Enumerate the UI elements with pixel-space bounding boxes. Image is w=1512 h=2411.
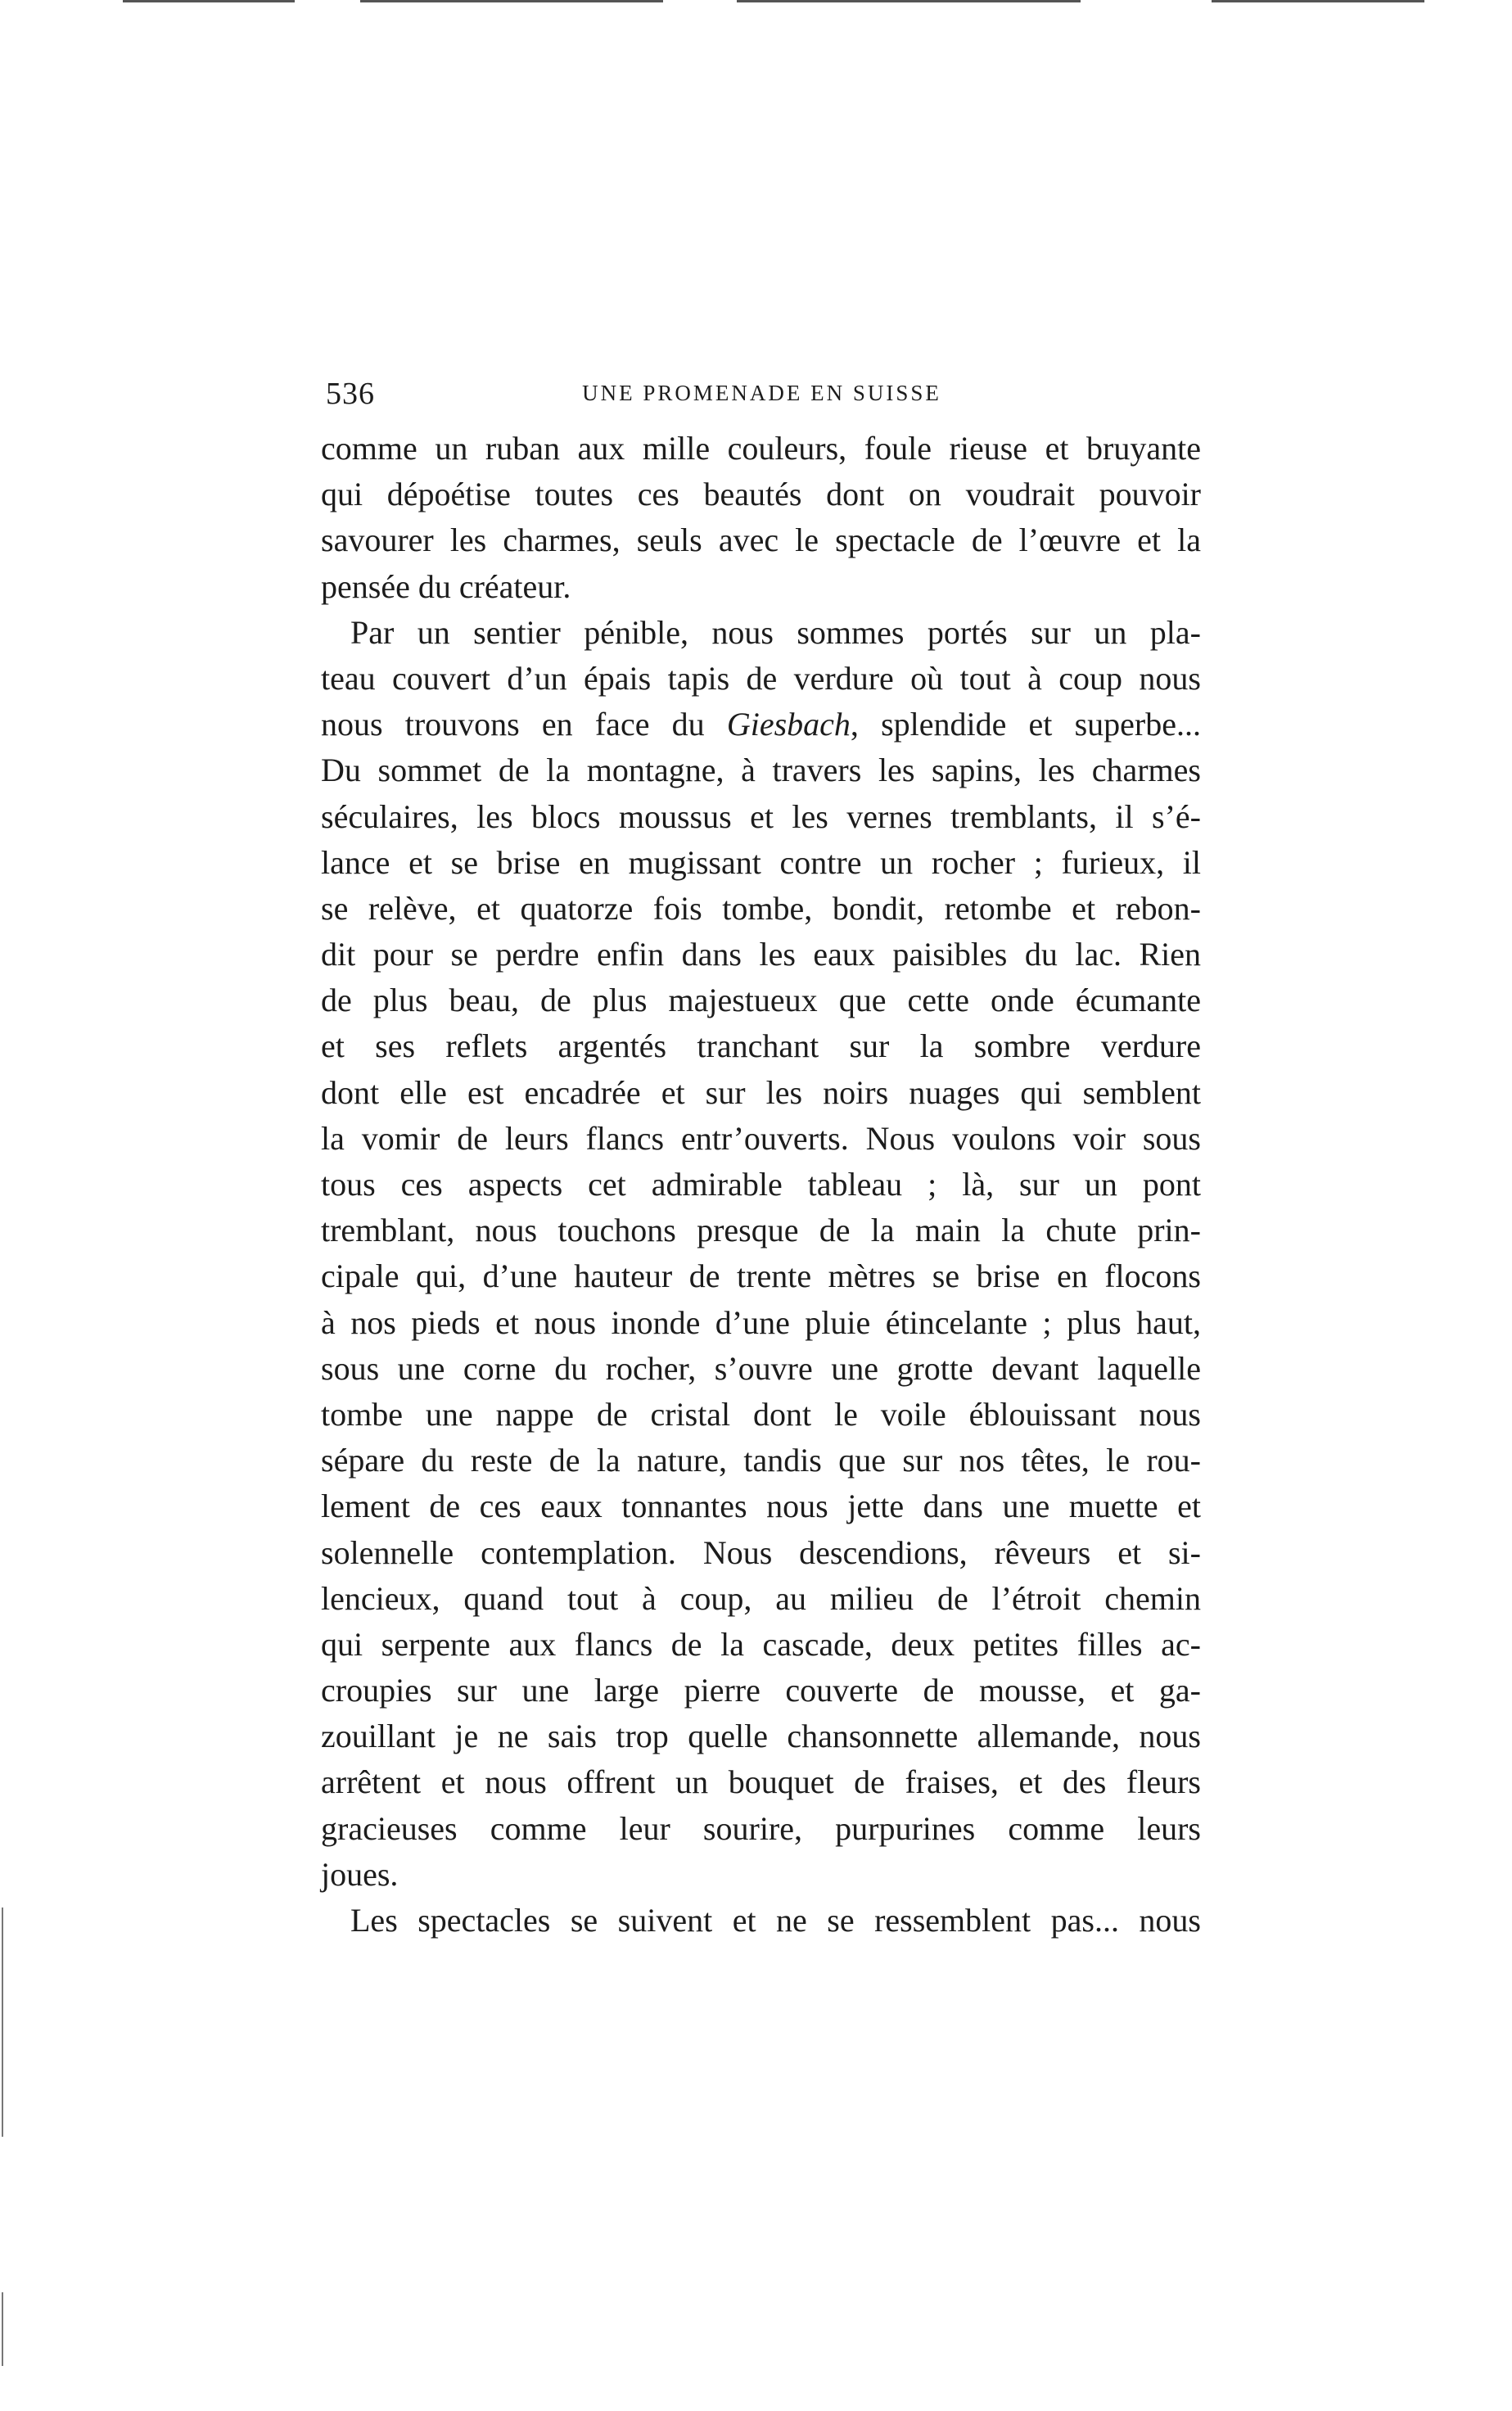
text-line: lencieux, quand tout à coup, au milieu de l’étroit chemin	[321, 1579, 1201, 1617]
text-line: Les spectacles se suivent et ne se ressemblent pas... nous	[350, 1902, 1201, 1939]
text-line: de plus beau, de plus majestueux que cette onde écumante	[321, 982, 1201, 1019]
scan-edge-rule	[737, 0, 1081, 2]
running-title: UNE PROMENADE EN SUISSE	[582, 381, 941, 405]
body-text	[321, 426, 1201, 1944]
text-line: séculaires, les blocs moussus et les vernes tremblants, il s’é-	[321, 797, 1201, 835]
text-line: qui serpente aux flancs de la cascade, deux petites filles ac-	[321, 1625, 1201, 1663]
text-line: comme un ruban aux mille couleurs, foule rieuse et bruyante	[321, 430, 1201, 467]
text-fragment: , splendide et superbe...	[850, 706, 1201, 743]
text-line: Par un sentier pénible, nous sommes portés sur un pla-	[350, 613, 1201, 651]
text-line: cipale qui, d’une hauteur de trente mètres se brise en flocons	[321, 1257, 1201, 1295]
text-line: croupies sur une large pierre couverte de mousse, et ga-	[321, 1672, 1201, 1709]
text-line: zouillant je ne sais trop quelle chansonnette allemande, nous	[321, 1718, 1201, 1755]
text-line: joues.	[321, 1855, 399, 1893]
text-line: tremblant, nous touchons presque de la main la chute prin-	[321, 1212, 1201, 1249]
text-line: lance et se brise en mugissant contre un rocher ; furieux, il	[321, 843, 1201, 881]
text-line: teau couvert d’un épais tapis de verdure où tout à coup nous	[321, 659, 1201, 697]
scan-edge-mark	[2, 2292, 3, 2366]
text-line: se relève, et quatorze fois tombe, bondit, retombe et rebon-	[321, 889, 1201, 927]
text-line: qui dépoétise toutes ces beautés dont on voudrait pouvoir	[321, 476, 1201, 513]
text-fragment: nous trouvons en face du	[321, 706, 727, 743]
text-line: tous ces aspects cet admirable tableau ; là, sur un pont	[321, 1166, 1201, 1203]
text-line: sépare du reste de la nature, tandis que sur nos têtes, le rou-	[321, 1442, 1201, 1479]
page-number: 536	[326, 377, 375, 411]
text-line: arrêtent et nous offrent un bouquet de fraises, et des fleurs	[321, 1763, 1201, 1801]
text-line: gracieuses comme leur sourire, purpurines comme leurs	[321, 1809, 1201, 1847]
scan-edge-rule	[123, 0, 295, 2]
text-line: sous une corne du rocher, s’ouvre une grotte devant laquelle	[321, 1349, 1201, 1387]
text-line: Du sommet de la montagne, à travers les sapins, les charmes	[321, 752, 1201, 789]
text-line: savourer les charmes, seuls avec le spectacle de l’œuvre et la	[321, 521, 1201, 559]
place-name: Giesbach	[726, 706, 851, 743]
text-line: lement de ces eaux tonnantes nous jette dans une muette et	[321, 1488, 1201, 1525]
text-line: et ses reflets argentés tranchant sur la sombre verdure	[321, 1027, 1201, 1065]
text-line: solennelle contemplation. Nous descendions, rêveurs et si-	[321, 1533, 1201, 1571]
text-line: à nos pieds et nous inonde d’une pluie étincelante ; plus haut,	[321, 1303, 1201, 1341]
running-header	[326, 372, 1198, 413]
text-line: tombe une nappe de cristal dont le voile éblouissant nous	[321, 1395, 1201, 1433]
scan-edge-rule	[1212, 0, 1424, 2]
scan-edge-mark	[2, 1908, 3, 2137]
text-line: dit pour se perdre enfin dans les eaux paisibles du lac. Rien	[321, 936, 1201, 973]
text-line	[321, 702, 1201, 747]
text-line: la vomir de leurs flancs entr’ouverts. Nous voulons voir sous	[321, 1119, 1201, 1157]
text-line: dont elle est encadrée et sur les noirs nuages qui semblent	[321, 1073, 1201, 1111]
text-line: pensée du créateur.	[321, 567, 571, 605]
scan-edge-rule	[360, 0, 663, 2]
